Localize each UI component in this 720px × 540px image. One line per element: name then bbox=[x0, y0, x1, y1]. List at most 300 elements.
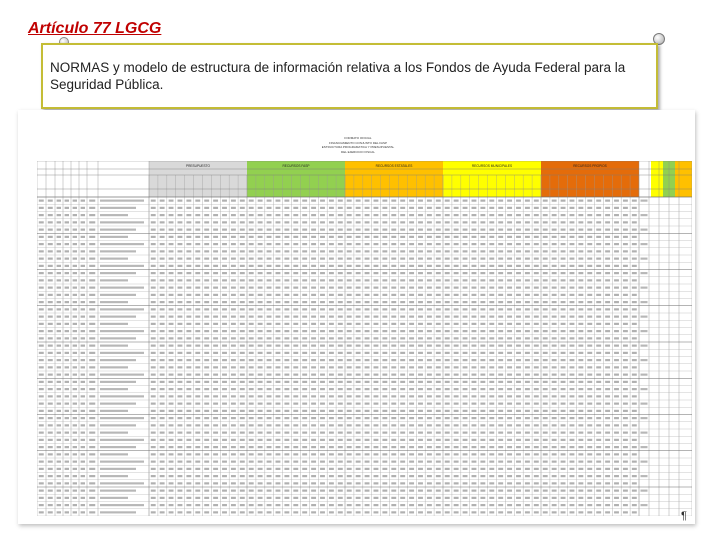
cell-mark bbox=[382, 207, 387, 209]
cell-mark bbox=[445, 366, 450, 368]
cell-mark bbox=[480, 323, 485, 325]
cell-mark bbox=[169, 214, 174, 216]
cell-mark bbox=[73, 410, 77, 412]
cell-mark bbox=[48, 395, 53, 397]
cell-mark bbox=[382, 497, 387, 499]
cell-mark bbox=[382, 511, 387, 513]
cell-mark bbox=[65, 279, 69, 281]
cell-mark bbox=[427, 432, 432, 434]
cell-mark bbox=[276, 461, 281, 463]
cell-mark bbox=[596, 453, 601, 455]
cell-mark bbox=[623, 453, 628, 455]
cell-mark bbox=[472, 504, 477, 506]
cell-mark bbox=[284, 207, 289, 209]
cell-mark bbox=[489, 236, 494, 238]
cell-mark bbox=[39, 374, 44, 376]
cell-mark bbox=[186, 374, 191, 376]
cell-mark bbox=[365, 279, 370, 281]
cell-mark bbox=[89, 287, 95, 289]
cell-mark bbox=[507, 359, 512, 361]
cell-mark bbox=[195, 381, 200, 383]
cell-mark bbox=[534, 345, 539, 347]
cell-mark bbox=[632, 453, 637, 455]
cell-mark bbox=[186, 323, 191, 325]
cell-mark bbox=[561, 258, 566, 260]
cell-mark bbox=[516, 403, 521, 405]
cell-mark bbox=[222, 497, 227, 499]
cell-mark bbox=[596, 337, 601, 339]
cell-mark bbox=[284, 243, 289, 245]
cell-mark bbox=[320, 352, 325, 354]
cell-mark bbox=[249, 258, 254, 260]
cell-mark bbox=[178, 287, 183, 289]
cell-mark bbox=[525, 323, 530, 325]
cell-mark bbox=[534, 432, 539, 434]
cell-mark bbox=[293, 410, 298, 412]
cell-mark bbox=[81, 236, 85, 238]
cell-mark bbox=[436, 403, 441, 405]
cell-mark bbox=[240, 388, 245, 390]
cell-mark bbox=[382, 265, 387, 267]
cell-mark bbox=[320, 417, 325, 419]
cell-mark bbox=[570, 504, 575, 506]
cell-mark bbox=[39, 308, 44, 310]
cell-mark bbox=[151, 323, 156, 325]
cell-mark bbox=[578, 236, 583, 238]
cell-mark bbox=[498, 366, 503, 368]
cell-mark bbox=[160, 308, 165, 310]
cell-mark bbox=[293, 301, 298, 303]
cell-mark bbox=[472, 316, 477, 318]
cell-mark bbox=[284, 482, 289, 484]
cell-mark bbox=[463, 417, 468, 419]
cell-mark bbox=[302, 381, 307, 383]
cell-mark bbox=[48, 236, 53, 238]
cell-mark bbox=[347, 330, 352, 332]
cell-mark bbox=[525, 511, 530, 513]
cell-mark bbox=[231, 287, 236, 289]
cell-mark bbox=[284, 439, 289, 441]
cell-mark bbox=[578, 417, 583, 419]
cell-mark bbox=[356, 301, 361, 303]
cell-mark bbox=[436, 352, 441, 354]
cell-mark bbox=[178, 417, 183, 419]
cell-mark bbox=[329, 511, 334, 513]
cell-mark bbox=[382, 337, 387, 339]
cell-mark bbox=[267, 258, 272, 260]
cell-mark bbox=[391, 446, 396, 448]
cell-mark bbox=[463, 388, 468, 390]
cell-mark bbox=[89, 207, 95, 209]
cell-mark bbox=[302, 504, 307, 506]
cell-mark bbox=[409, 504, 414, 506]
cell-mark bbox=[525, 468, 530, 470]
cell-mark bbox=[489, 504, 494, 506]
cell-mark bbox=[329, 352, 334, 354]
cell-mark bbox=[160, 258, 165, 260]
cell-mark bbox=[525, 308, 530, 310]
cell-mark bbox=[525, 229, 530, 231]
cell-mark bbox=[374, 424, 379, 426]
cell-mark bbox=[302, 294, 307, 296]
cell-mark bbox=[578, 395, 583, 397]
cell-mark bbox=[472, 287, 477, 289]
cell-mark bbox=[213, 316, 218, 318]
cell-mark bbox=[445, 221, 450, 223]
cell-mark bbox=[81, 337, 85, 339]
cell-mark bbox=[605, 337, 610, 339]
cell-mark bbox=[605, 265, 610, 267]
cell-mark bbox=[65, 272, 69, 274]
cell-mark bbox=[347, 374, 352, 376]
cell-mark bbox=[213, 439, 218, 441]
cell-mark bbox=[427, 417, 432, 419]
cell-mark bbox=[418, 395, 423, 397]
cell-mark bbox=[89, 308, 95, 310]
cell-mark bbox=[57, 424, 61, 426]
cell-mark bbox=[489, 265, 494, 267]
cell-mark bbox=[436, 229, 441, 231]
cell-mark bbox=[338, 301, 343, 303]
cell-mark bbox=[311, 301, 316, 303]
cell-mark bbox=[596, 258, 601, 260]
cell-mark bbox=[258, 468, 263, 470]
cell-mark bbox=[543, 490, 548, 492]
cell-mark bbox=[195, 221, 200, 223]
cell-mark bbox=[534, 475, 539, 477]
cell-mark bbox=[276, 301, 281, 303]
cell-mark bbox=[73, 258, 77, 260]
cell-mark bbox=[89, 345, 95, 347]
cell-mark bbox=[347, 468, 352, 470]
cell-mark bbox=[596, 214, 601, 216]
cell-mark bbox=[284, 417, 289, 419]
cell-mark bbox=[48, 410, 53, 412]
cell-mark bbox=[284, 330, 289, 332]
cell-mark bbox=[222, 308, 227, 310]
cell-mark bbox=[89, 359, 95, 361]
cell-mark bbox=[240, 250, 245, 252]
cell-mark bbox=[169, 308, 174, 310]
cell-mark bbox=[347, 250, 352, 252]
cell-mark bbox=[605, 410, 610, 412]
cell-mark bbox=[338, 243, 343, 245]
cell-mark bbox=[231, 417, 236, 419]
cell-mark bbox=[391, 482, 396, 484]
cell-mark bbox=[151, 301, 156, 303]
cell-mark bbox=[463, 352, 468, 354]
cell-mark bbox=[311, 439, 316, 441]
cell-mark bbox=[302, 417, 307, 419]
cell-mark bbox=[489, 200, 494, 202]
cell-mark bbox=[587, 490, 592, 492]
cell-mark bbox=[213, 337, 218, 339]
cell-mark bbox=[463, 308, 468, 310]
cell-mark bbox=[65, 388, 69, 390]
cell-mark bbox=[284, 279, 289, 281]
cell-mark bbox=[267, 388, 272, 390]
cell-mark bbox=[276, 497, 281, 499]
cell-mark bbox=[258, 250, 263, 252]
cell-mark bbox=[302, 323, 307, 325]
cell-mark bbox=[100, 250, 136, 252]
cell-mark bbox=[365, 214, 370, 216]
cell-mark bbox=[302, 366, 307, 368]
cell-mark bbox=[570, 308, 575, 310]
cell-mark bbox=[89, 272, 95, 274]
cell-mark bbox=[552, 453, 557, 455]
cell-mark bbox=[311, 330, 316, 332]
cell-mark bbox=[543, 221, 548, 223]
cell-mark bbox=[570, 359, 575, 361]
cell-mark bbox=[293, 453, 298, 455]
cell-mark bbox=[374, 352, 379, 354]
cell-mark bbox=[347, 316, 352, 318]
cell-mark bbox=[525, 330, 530, 332]
cell-mark bbox=[231, 497, 236, 499]
cell-mark bbox=[65, 381, 69, 383]
cell-mark bbox=[596, 359, 601, 361]
cell-mark bbox=[445, 308, 450, 310]
cell-mark bbox=[418, 316, 423, 318]
cell-mark bbox=[463, 337, 468, 339]
cell-mark bbox=[320, 439, 325, 441]
cell-mark bbox=[596, 490, 601, 492]
cell-mark bbox=[293, 475, 298, 477]
cell-mark bbox=[100, 308, 144, 310]
cell-mark bbox=[418, 424, 423, 426]
cell-mark bbox=[570, 453, 575, 455]
cell-mark bbox=[543, 388, 548, 390]
cell-mark bbox=[258, 417, 263, 419]
cell-mark bbox=[276, 424, 281, 426]
cell-mark bbox=[374, 366, 379, 368]
cell-mark bbox=[347, 381, 352, 383]
cell-mark bbox=[632, 200, 637, 202]
cell-mark bbox=[570, 250, 575, 252]
cell-mark bbox=[382, 294, 387, 296]
cell-mark bbox=[169, 417, 174, 419]
cell-mark bbox=[561, 432, 566, 434]
cell-mark bbox=[454, 200, 459, 202]
cell-mark bbox=[605, 468, 610, 470]
cell-mark bbox=[284, 424, 289, 426]
cell-mark bbox=[311, 366, 316, 368]
cell-mark bbox=[596, 417, 601, 419]
cell-mark bbox=[498, 243, 503, 245]
cell-mark bbox=[445, 453, 450, 455]
cell-mark bbox=[293, 490, 298, 492]
cell-mark bbox=[73, 468, 77, 470]
cell-mark bbox=[561, 511, 566, 513]
cell-mark bbox=[382, 236, 387, 238]
cell-mark bbox=[605, 395, 610, 397]
cell-mark bbox=[400, 287, 405, 289]
cell-mark bbox=[516, 497, 521, 499]
cell-mark bbox=[329, 482, 334, 484]
cell-mark bbox=[178, 207, 183, 209]
cell-mark bbox=[382, 214, 387, 216]
cell-mark bbox=[169, 272, 174, 274]
cell-mark bbox=[204, 388, 209, 390]
cell-mark bbox=[454, 316, 459, 318]
cell-mark bbox=[178, 395, 183, 397]
cell-mark bbox=[302, 497, 307, 499]
cell-mark bbox=[320, 200, 325, 202]
cell-mark bbox=[169, 395, 174, 397]
cell-mark bbox=[632, 497, 637, 499]
cell-mark bbox=[365, 374, 370, 376]
cell-mark bbox=[320, 504, 325, 506]
cell-mark bbox=[258, 323, 263, 325]
cell-mark bbox=[169, 229, 174, 231]
cell-mark bbox=[596, 279, 601, 281]
cell-mark bbox=[614, 410, 619, 412]
cell-mark bbox=[151, 236, 156, 238]
cell-mark bbox=[81, 294, 85, 296]
cell-mark bbox=[240, 497, 245, 499]
cell-mark bbox=[169, 221, 174, 223]
cell-mark bbox=[302, 200, 307, 202]
cell-mark bbox=[578, 308, 583, 310]
cell-mark bbox=[552, 236, 557, 238]
cell-mark bbox=[338, 272, 343, 274]
cell-mark bbox=[284, 497, 289, 499]
cell-mark bbox=[561, 504, 566, 506]
cell-mark bbox=[561, 250, 566, 252]
cell-mark bbox=[409, 294, 414, 296]
cell-mark bbox=[596, 410, 601, 412]
cell-mark bbox=[293, 417, 298, 419]
cell-mark bbox=[400, 374, 405, 376]
cell-mark bbox=[605, 258, 610, 260]
cell-mark bbox=[338, 461, 343, 463]
cell-mark bbox=[365, 337, 370, 339]
cell-mark bbox=[400, 417, 405, 419]
cell-mark bbox=[267, 482, 272, 484]
cell-mark bbox=[409, 323, 414, 325]
cell-mark bbox=[374, 432, 379, 434]
cell-mark bbox=[249, 272, 254, 274]
cell-mark bbox=[605, 475, 610, 477]
group-header-band bbox=[37, 161, 149, 197]
cell-mark bbox=[249, 511, 254, 513]
cell-mark bbox=[240, 453, 245, 455]
cell-mark bbox=[507, 410, 512, 412]
cell-mark bbox=[213, 301, 218, 303]
cell-mark bbox=[507, 200, 512, 202]
cell-mark bbox=[195, 301, 200, 303]
cell-mark bbox=[57, 490, 61, 492]
cell-mark bbox=[356, 424, 361, 426]
cell-mark bbox=[160, 388, 165, 390]
cell-mark bbox=[160, 374, 165, 376]
cell-mark bbox=[213, 453, 218, 455]
cell-mark bbox=[605, 294, 610, 296]
cell-mark bbox=[178, 468, 183, 470]
cell-mark bbox=[276, 294, 281, 296]
cell-mark bbox=[65, 352, 69, 354]
cell-mark bbox=[516, 323, 521, 325]
cell-mark bbox=[382, 330, 387, 332]
cell-mark bbox=[587, 221, 592, 223]
cell-mark bbox=[186, 446, 191, 448]
cell-mark bbox=[472, 417, 477, 419]
cell-mark bbox=[587, 330, 592, 332]
cell-mark bbox=[427, 250, 432, 252]
cell-mark bbox=[382, 439, 387, 441]
cell-mark bbox=[356, 258, 361, 260]
cell-mark bbox=[258, 490, 263, 492]
cell-mark bbox=[169, 250, 174, 252]
cell-mark bbox=[418, 446, 423, 448]
cell-mark bbox=[57, 439, 61, 441]
cell-mark bbox=[480, 439, 485, 441]
cell-mark bbox=[89, 243, 95, 245]
cell-mark bbox=[57, 468, 61, 470]
cell-mark bbox=[293, 279, 298, 281]
cell-mark bbox=[614, 511, 619, 513]
cell-mark bbox=[240, 323, 245, 325]
cell-mark bbox=[347, 439, 352, 441]
cell-mark bbox=[258, 432, 263, 434]
cell-mark bbox=[338, 395, 343, 397]
cell-mark bbox=[347, 207, 352, 209]
cell-mark bbox=[186, 287, 191, 289]
cell-mark bbox=[100, 301, 128, 303]
cell-mark bbox=[436, 482, 441, 484]
cell-mark bbox=[267, 511, 272, 513]
cell-mark bbox=[374, 236, 379, 238]
cell-mark bbox=[614, 461, 619, 463]
cell-mark bbox=[525, 279, 530, 281]
cell-mark bbox=[614, 424, 619, 426]
cell-mark bbox=[151, 504, 156, 506]
cell-mark bbox=[641, 330, 648, 332]
cell-mark bbox=[311, 345, 316, 347]
cell-mark bbox=[356, 229, 361, 231]
cell-mark bbox=[249, 308, 254, 310]
cell-mark bbox=[587, 504, 592, 506]
cell-mark bbox=[151, 497, 156, 499]
cell-mark bbox=[489, 330, 494, 332]
cell-mark bbox=[356, 308, 361, 310]
cell-mark bbox=[463, 250, 468, 252]
cell-mark bbox=[240, 265, 245, 267]
cell-mark bbox=[374, 446, 379, 448]
cell-mark bbox=[445, 388, 450, 390]
cell-mark bbox=[311, 388, 316, 390]
cell-mark bbox=[463, 279, 468, 281]
cell-mark bbox=[195, 229, 200, 231]
cell-mark bbox=[596, 424, 601, 426]
cell-mark bbox=[240, 504, 245, 506]
cell-mark bbox=[498, 287, 503, 289]
cell-mark bbox=[73, 352, 77, 354]
cell-mark bbox=[382, 468, 387, 470]
cell-mark bbox=[356, 265, 361, 267]
cell-mark bbox=[100, 337, 136, 339]
cell-mark bbox=[293, 388, 298, 390]
cell-mark bbox=[320, 323, 325, 325]
cell-mark bbox=[65, 366, 69, 368]
cell-mark bbox=[516, 359, 521, 361]
cell-mark bbox=[222, 229, 227, 231]
cell-mark bbox=[151, 468, 156, 470]
cell-mark bbox=[498, 439, 503, 441]
cell-mark bbox=[605, 330, 610, 332]
cell-mark bbox=[365, 504, 370, 506]
